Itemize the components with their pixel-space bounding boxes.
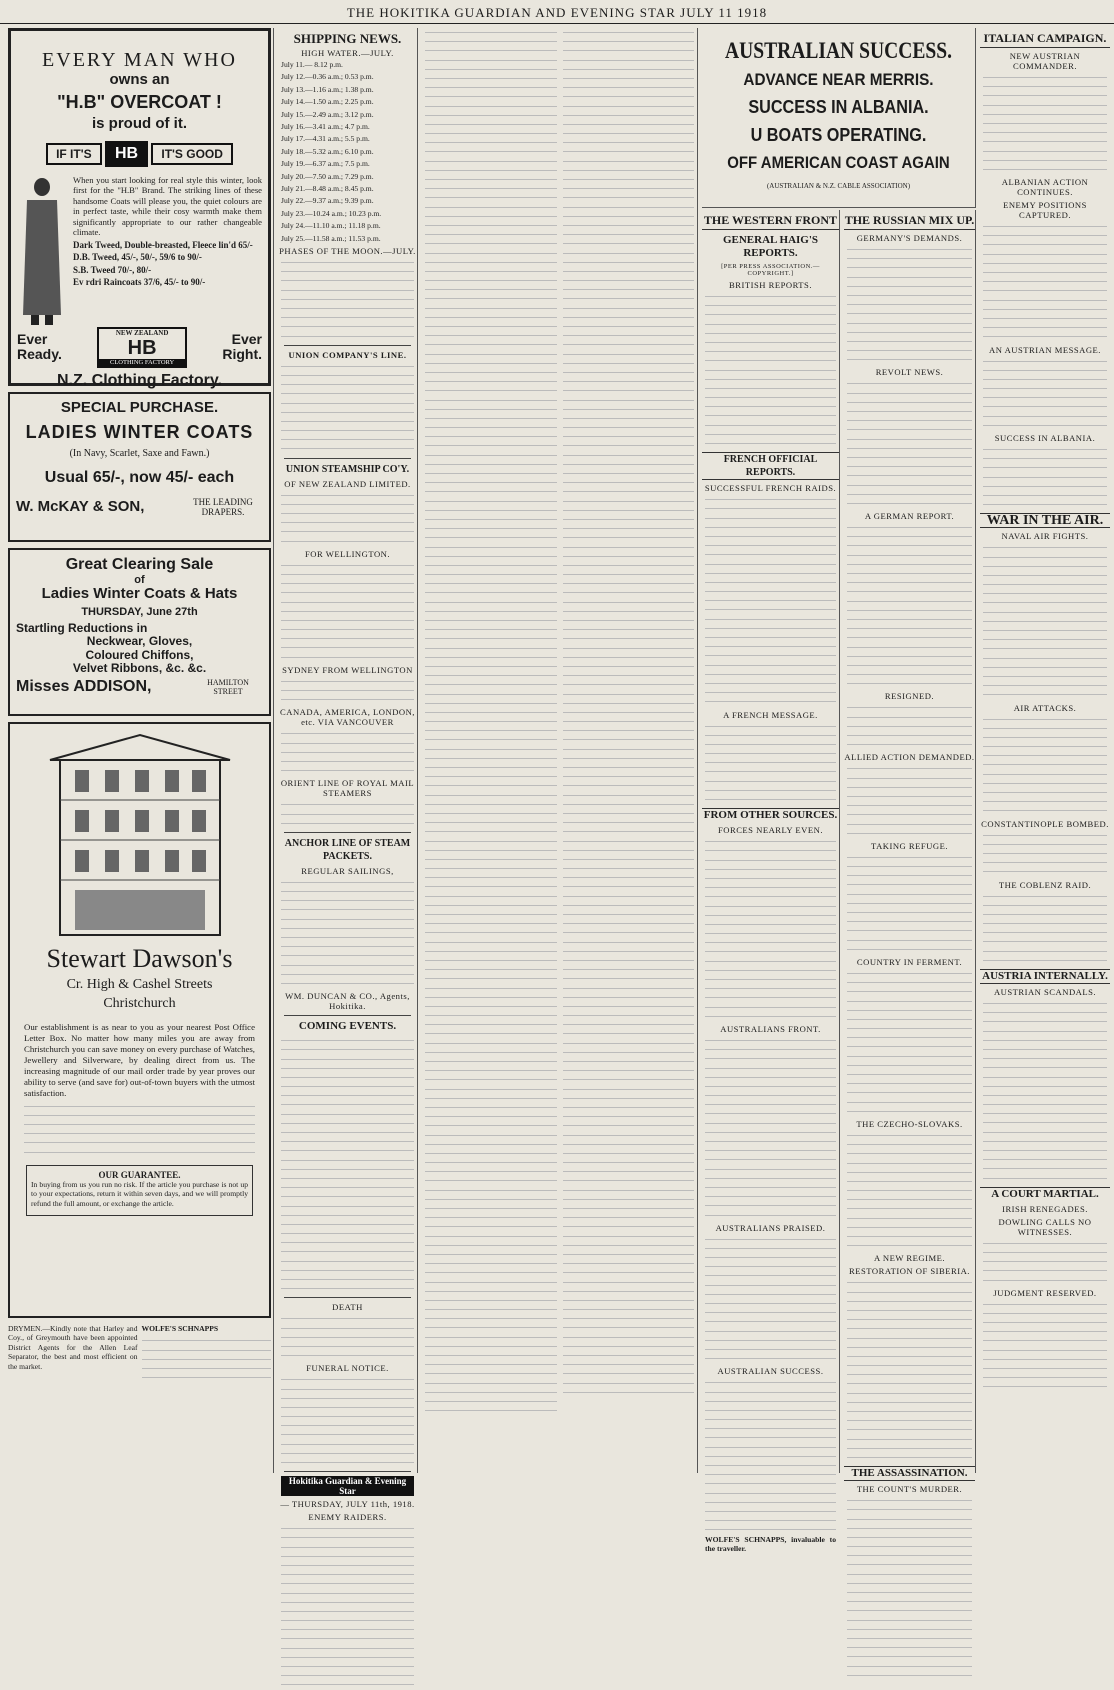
orient-title: ORIENT LINE OF ROYAL MAIL STEAMERS <box>280 778 415 799</box>
success-albania: SUCCESS IN ALBANIA. <box>994 433 1096 443</box>
forces-nearly-even: FORCES NEARLY EVEN. <box>717 825 823 836</box>
overcoat-body: When you start looking for real style this winter, look first for the "H.B" Brand. The striking lines of these handsome Coats will please you, the quiet colours are in perfect taste, while their cosy warmth make them significantly appropriate to our rather changeable climate. <box>73 174 262 238</box>
italian-column <box>980 28 1110 1473</box>
wolfe-notice: WOLFE'S SCHNAPPS <box>141 1324 219 1333</box>
nz-clothing-factory: N.Z. Clothing Factory. <box>56 371 223 389</box>
tide-row: July 22.—9.37 a.m.; 9.39 p.m. <box>281 196 374 206</box>
country-ferment: COUNTRY IN FERMENT. <box>856 956 963 967</box>
cable-association: (AUSTRALIAN & N.Z. CABLE ASSOCIATION) <box>766 182 911 191</box>
death-title: DEATH <box>332 1302 363 1313</box>
price-line-4: Ev rdri Raincoats 37/6, 45/- to 90/- <box>73 277 206 288</box>
guarantee-title: OUR GUARANTEE. <box>98 1169 181 1180</box>
store-building-illustration <box>20 730 260 940</box>
tide-row: July 14.—1.50 a.m.; 2.25 p.m. <box>281 97 374 107</box>
for-wellington: FOR WELLINGTON. <box>305 548 390 559</box>
velvet-ribbons: Velvet Ribbons, &c. &c. <box>72 660 207 675</box>
anchor-line-title: ANCHOR LINE OF STEAM PACKETS. <box>284 837 411 862</box>
stewart-address: Cr. High & Cashel Streets <box>66 976 213 992</box>
coblenz-raid: THE COBLENZ RAID. <box>998 879 1092 890</box>
clearing-sale-ad <box>8 548 271 716</box>
chiffons: Coloured Chiffons, <box>85 647 194 662</box>
guardian-date: — THURSDAY, JULY 11th, 1918. <box>280 1499 415 1510</box>
neckwear: Neckwear, Gloves, <box>86 634 193 649</box>
western-front-title: THE WESTERN FRONT <box>702 214 839 230</box>
other-sources-title: FROM OTHER SOURCES. <box>703 809 838 822</box>
tide-row: July 16.—3.41 a.m.; 4.7 p.m. <box>281 122 370 132</box>
price-line-1: Dark Tweed, Double-breasted, Fleece lin'd 65/- <box>73 239 253 250</box>
cf-label: CLOTHING FACTORY <box>99 359 185 366</box>
schnapps-ad: WOLFE'S SCHNAPPS, invaluable to the traveller. <box>705 1534 836 1553</box>
stewart-dawson-ad <box>8 722 271 1318</box>
special-purchase-ad <box>8 392 271 542</box>
coming-events-title: COMING EVENTS. <box>298 1020 397 1033</box>
taking-refuge: TAKING REFUGE. <box>871 840 948 851</box>
headline-american-coast: OFF AMERICAN COAST AGAIN <box>727 152 950 172</box>
clearing-date: THURSDAY, June 27th <box>81 606 198 619</box>
leading-drapers: THE LEADING DRAPERS. <box>193 496 253 517</box>
union-steamship-sub: OF NEW ZEALAND LIMITED. <box>284 478 411 489</box>
funeral-title: FUNERAL NOTICE. <box>306 1363 389 1374</box>
new-regime: A NEW REGIME. <box>873 1253 946 1264</box>
french-message: A FRENCH MESSAGE. <box>723 709 818 720</box>
air-attacks: AIR ATTACKS. <box>1013 702 1077 713</box>
russian-column <box>844 210 976 1495</box>
clearing-title: Great Clearing Sale <box>65 556 214 573</box>
price-line-3: S.B. Tweed 70/-, 80/- <box>73 264 152 275</box>
nz-clothing-logo <box>97 327 187 368</box>
coat-price: Usual 65/-, now 45/- each <box>44 469 235 487</box>
tide-row: July 11.— 8.12 p.m. <box>281 60 343 69</box>
price-line-2: D.B. Tweed, 45/-, 50/-, 59/6 to 90/- <box>73 252 202 263</box>
ever-right: Ever <box>231 330 262 347</box>
clearing-coats-hats: Ladies Winter Coats & Hats <box>41 584 238 602</box>
headline-albania: SUCCESS IN ALBANIA. <box>748 96 929 117</box>
tide-row: July 17.—4.31 a.m.; 5.5 p.m. <box>281 134 370 144</box>
ready-label: Ready. <box>17 346 62 363</box>
judgment-reserved: JUDGMENT RESERVED. <box>993 1287 1097 1298</box>
overcoat-line4: is proud of it. <box>92 115 187 133</box>
coat-colours: (In Navy, Scarlet, Saxe and Fawn.) <box>69 448 210 460</box>
tide-row: July 19.—6.37 a.m.; 7.5 p.m. <box>281 159 370 169</box>
french-reports-title: FRENCH OFFICIAL REPORTS. <box>702 452 839 480</box>
its-good-label: IT'S GOOD <box>151 143 233 165</box>
tide-list <box>278 60 417 243</box>
naval-air-fights: NAVAL AIR FIGHTS. <box>1001 531 1089 542</box>
allied-action: ALLIED ACTION DEMANDED. <box>844 752 975 763</box>
hb-logo-large: HB <box>127 336 157 359</box>
assassination-title: THE ASSASSINATION. <box>844 1466 975 1481</box>
editorial-column <box>422 28 698 1473</box>
regular-sailings: REGULAR SAILINGS, <box>301 865 394 876</box>
overcoat-ad <box>8 28 271 389</box>
western-front-column <box>702 210 840 1553</box>
startling-reductions: Startling Reductions in <box>16 621 148 636</box>
if-its-label: IF IT'S <box>46 143 102 165</box>
moon-phases-title: PHASES OF THE MOON.—JULY. <box>279 246 416 257</box>
tide-row: July 23.—10.24 a.m.; 10.23 p.m. <box>281 208 382 218</box>
tide-row: July 21.—8.48 a.m.; 8.45 p.m. <box>281 184 374 194</box>
special-purchase-title: SPECIAL PURCHASE. <box>60 399 219 416</box>
court-martial-title: A COURT MARTIAL. <box>980 1187 1110 1201</box>
revolt-news: REVOLT NEWS. <box>875 367 944 378</box>
main-headline-block <box>702 28 976 208</box>
war-in-air-title: WAR IN THE AIR. <box>980 513 1110 528</box>
french-raids: SUCCESSFUL FRENCH RAIDS. <box>704 483 837 494</box>
sydney-title: SYDNEY FROM WELLINGTON <box>282 664 413 675</box>
tide-row: July 12.—0.36 a.m.; 0.53 p.m. <box>281 72 374 82</box>
tide-row: July 15.—2.49 a.m.; 3.12 p.m. <box>281 109 374 119</box>
guardian-banner: Hokitika Guardian & Evening Star <box>281 1476 414 1496</box>
overcoat-line1: EVERY MAN WHO <box>42 49 237 71</box>
tide-row: July 25.—11.58 a.m.; 11.53 p.m. <box>281 233 381 243</box>
duncan-agents: WM. DUNCAN & CO., Agents, Hokitika. <box>285 991 410 1012</box>
stewart-dawson-title: Stewart Dawson's <box>46 944 233 973</box>
headline-australian-success: AUSTRALIAN SUCCESS. <box>724 38 953 63</box>
siberia: RESTORATION OF SIBERIA. <box>849 1266 970 1277</box>
canada-title: CANADA, AMERICA, LONDON, etc. VIA VANCOUVER <box>280 707 415 728</box>
tide-row: July 13.—1.16 a.m.; 1.38 p.m. <box>281 84 374 94</box>
nz-label: NEW ZEALAND <box>115 328 169 337</box>
dowling-witnesses: DOWLING CALLS NO WITNESSES. <box>998 1216 1092 1237</box>
italian-campaign-title: ITALIAN CAMPAIGN. <box>980 32 1110 48</box>
drymen-notice: DRYMEN.—Kindly note that Harley and Coy., of Greymouth have been appointed District Agents for the Allen Leaf Separator, the best and most efficient on the market. <box>8 1324 138 1371</box>
germany-demands: GERMANY'S DEMANDS. <box>856 233 963 243</box>
mckay-name: W. McKAY & SON, <box>16 497 145 515</box>
austrian-commander: NEW AUSTRIAN COMMANDER. <box>1009 51 1081 71</box>
stewart-city: Christchurch <box>103 995 176 1011</box>
british-reports: BRITISH REPORTS. <box>729 280 812 290</box>
tide-row: July 20.—7.50 a.m.; 7.29 p.m. <box>281 171 374 181</box>
haig-reports-title: GENERAL HAIG'S REPORTS. <box>722 234 819 259</box>
press-assoc: [PER PRESS ASSOCIATION.—COPYRIGHT.] <box>721 263 820 277</box>
tide-row: July 24.—11.10 a.m.; 11.18 p.m. <box>281 221 381 231</box>
headline-uboats: U BOATS OPERATING. <box>750 124 927 145</box>
right-label: Right. <box>222 346 262 363</box>
ads-column <box>6 28 274 1473</box>
czecho-slovaks: THE CZECHO-SLOVAKS. <box>856 1118 963 1129</box>
enemy-raiders-title: ENEMY RAIDERS. <box>308 1512 387 1523</box>
albanian-action: ALBANIAN ACTION CONTINUES. <box>1001 177 1089 198</box>
australians-front: AUSTRALIANS FRONT. <box>720 1023 821 1034</box>
guarantee-text: In buying from us you run no risk. If the article you purchase is not up to your expectations, return it within seven days, and we will promptly refund the full amount, or exchange the article. <box>31 1179 248 1208</box>
german-report: A GERMAN REPORT. <box>864 511 955 522</box>
stewart-body: Our establishment is as near to you as your nearest Post Office Letter Box. No matter how many miles you are away from Christchurch you can save money on every purchase of Watches, Jewellery and Silverware, by dealing direct from us. The increasing magnitude of our mail order trade by year proves our ability to serve (and save for) out-of-town buyers with the utmost satisfaction. <box>24 1021 255 1098</box>
austrian-message: AN AUSTRIAN MESSAGE. <box>989 344 1101 355</box>
overcoat-line2: owns an <box>109 71 170 88</box>
hamilton-street: HAMILTON STREET <box>207 678 249 697</box>
man-in-overcoat-illustration <box>17 175 67 325</box>
australian-success-sub: AUSTRALIAN SUCCESS. <box>717 1366 824 1377</box>
overcoat-line3: "H.B" OVERCOAT ! <box>57 91 222 112</box>
clearing-of: of <box>134 573 145 586</box>
tide-row: July 18.—5.32 a.m.; 6.10 p.m. <box>281 146 374 156</box>
union-line-title: UNION COMPANY'S LINE. <box>288 349 407 360</box>
high-water-title: HIGH WATER.—JULY. <box>301 48 394 58</box>
resigned: RESIGNED. <box>884 691 935 702</box>
shipping-title: SHIPPING NEWS. <box>293 31 402 46</box>
enemy-positions: ENEMY POSITIONS CAPTURED. <box>1003 200 1087 221</box>
masthead: THE HOKITIKA GUARDIAN AND EVENING STAR JULY 11 1918 <box>0 0 1114 24</box>
russian-mixup-title: THE RUSSIAN MIX UP. <box>844 214 975 230</box>
union-steamship-title: UNION STEAMSHIP CO'Y. <box>285 463 410 475</box>
irish-renegades: IRISH RENEGADES. <box>1002 1203 1088 1214</box>
misses-addison: Misses ADDISON, <box>16 678 152 696</box>
shipping-column <box>278 28 418 1523</box>
headline-advance: ADVANCE NEAR MERRIS. <box>743 70 934 90</box>
austria-internally: AUSTRIA INTERNALLY. <box>980 969 1110 984</box>
hb-logo: HB <box>105 141 148 167</box>
counts-murder: THE COUNT'S MURDER. <box>856 1484 963 1495</box>
constantinople-bombed: CONSTANTINOPLE BOMBED. <box>981 818 1109 829</box>
australians-praised: AUSTRALIANS PRAISED. <box>715 1222 826 1233</box>
ladies-winter-coats: LADIES WINTER COATS <box>25 421 254 442</box>
austrian-scandals: AUSTRIAN SCANDALS. <box>993 987 1097 997</box>
ever-left: Ever <box>17 330 48 347</box>
